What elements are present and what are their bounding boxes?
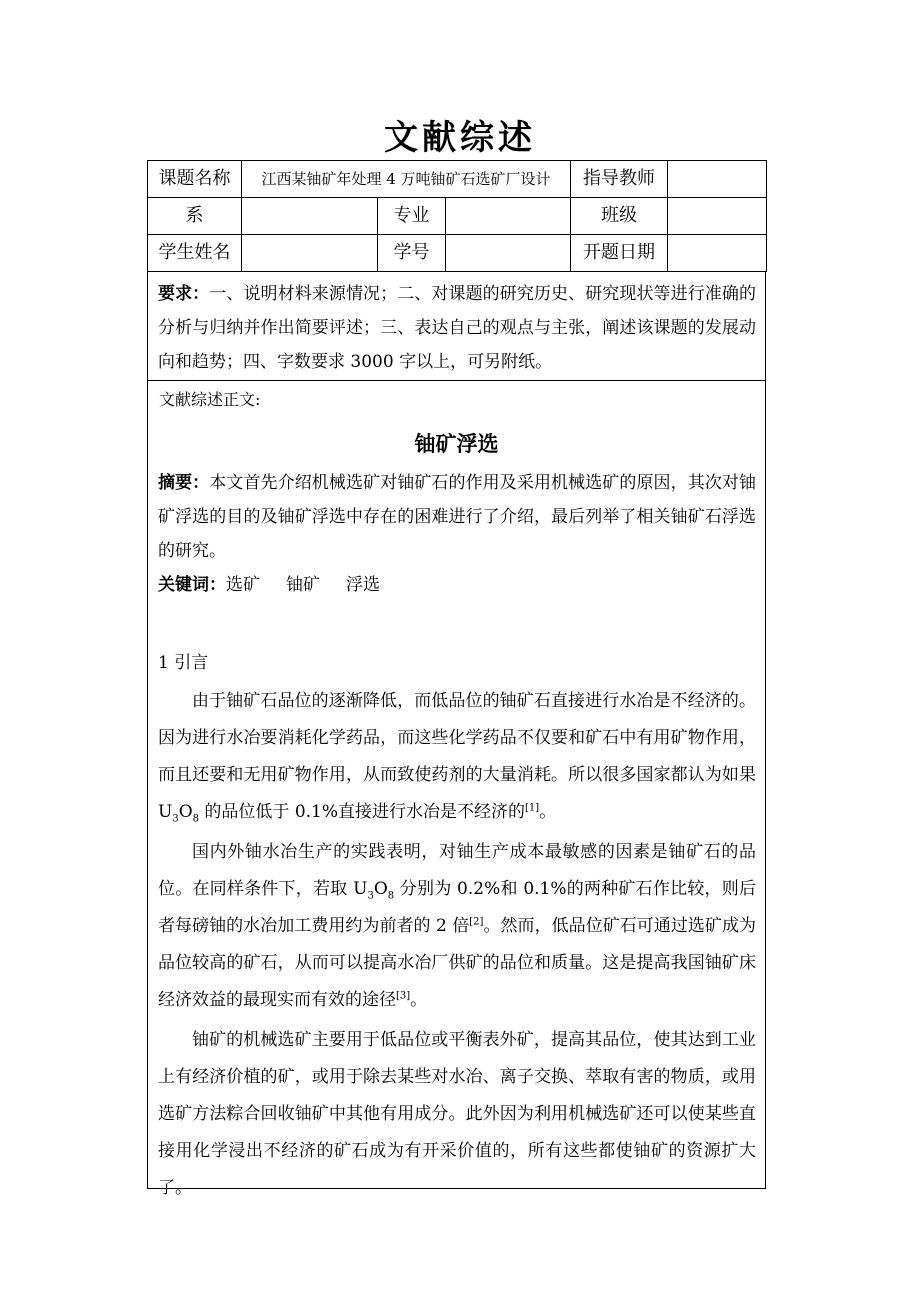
citation-ref: [1] [525, 802, 540, 814]
advisor-value[interactable] [668, 161, 767, 198]
requirements-section [147, 271, 766, 381]
topic-label: 课题名称 [148, 161, 242, 198]
student-label: 学生姓名 [148, 235, 242, 272]
paragraph-text: 国内外铀水冶生产的实践表明，对铀生产成本最敏感的因素是铀矿石的品位。在同样条件下，若取 U [158, 842, 756, 899]
keyword: 铀矿 [286, 575, 320, 595]
citation-ref: [2] [469, 916, 484, 928]
id-label: 学号 [378, 235, 446, 272]
paragraph [148, 834, 765, 1019]
abstract-label: 摘要： [158, 473, 210, 493]
paragraph-text: 。然而，低品位矿石可通过选矿成为品位较高的矿石，从而可以提高水冶厂供矿的品位和质量。这是提高我国铀矿床经济效益的最现实而有效的途径 [158, 916, 757, 1010]
paragraph-text: 。 [539, 802, 557, 822]
requirements-body: 一、说明材料来源情况；二、对课题的研究历史、研究现状等进行准确的分析与归纳并作出简要评述；三、表达自己的观点与主张，阐述该课题的发展动向和趋势；四、字数要求 3000 字以上，可另附纸。 [158, 284, 756, 372]
student-value[interactable] [242, 235, 378, 272]
advisor-label: 指导教师 [571, 161, 668, 198]
keyword: 选矿 [226, 575, 260, 595]
date-value[interactable] [668, 235, 767, 272]
abstract [148, 466, 765, 568]
subscript: 3 [172, 813, 179, 825]
paragraph-text: O [373, 879, 388, 899]
table-row [148, 198, 767, 235]
paragraph-text: 分别为 0.2%和 0.1%的两种矿石作比较，则后者每磅铀的水冶加工费用约为前者的 2 倍 [158, 879, 756, 936]
info-table [147, 160, 767, 272]
paragraph [148, 683, 765, 831]
keyword: 浮选 [346, 575, 380, 595]
paragraph-text: 的品位低于 0.1%直接进行水冶是不经济的 [199, 802, 526, 822]
subscript: 8 [387, 890, 395, 902]
document-title: 文献综述 [384, 118, 536, 158]
paragraph: 铀矿的机械选矿主要用于低品位或平衡表外矿，提高其品位，使其达到工业上有经济价植的矿，或用于除去某些对水冶、离子交换、萃取有害的物质，或用选矿方法粽合回收铀矿中其他有用成分。此外因为利用机械选矿还可以使某些直接用化学浸出不经济的矿石成为有开采价值的，所有这些都使铀矿的资源扩大了。 [158, 1030, 756, 1198]
review-body-section [147, 381, 766, 1198]
table-row [148, 161, 767, 198]
requirements-label: 要求： [158, 284, 210, 304]
citation-ref: [3] [396, 990, 411, 1002]
body-label: 文献综述正文: [159, 390, 261, 409]
subscript: 8 [192, 813, 200, 825]
date-label: 开题日期 [571, 235, 668, 272]
dept-value[interactable] [242, 198, 378, 235]
paragraph-text: 。 [410, 990, 428, 1010]
class-value[interactable] [668, 198, 767, 235]
class-label: 班级 [571, 198, 668, 235]
table-row [148, 235, 767, 272]
major-label: 专业 [378, 198, 446, 235]
paragraph-text: 由于铀矿石品位的逐渐降低，而低品位的铀矿石直接进行水冶是不经济的。因为进行水冶要消耗化学药品，而这些化学药品不仅要和矿石中有用矿物作用，而且还要和无用矿物作用，从而致使药剂的大量消耗。所以很多国家都认为如果 U [158, 691, 756, 822]
subscript: 3 [367, 890, 374, 902]
keywords [148, 568, 765, 602]
major-value[interactable] [446, 198, 571, 235]
keywords-label: 关键词： [158, 575, 226, 595]
topic-value: 江西某铀矿年处理 4 万吨铀矿石选矿厂设计 [242, 161, 571, 198]
paragraph-text: O [178, 802, 193, 822]
section-heading: 1 引言 [158, 653, 209, 673]
id-value[interactable] [446, 235, 571, 272]
dept-label: 系 [148, 198, 242, 235]
abstract-text: 本文首先介绍机械选矿对铀矿石的作用及采用机械选矿的原因，其次对铀矿浮选的目的及铀矿浮选中存在的困难进行了介绍，最后列举了相关铀矿石浮选的研究。 [158, 473, 756, 561]
paper-title: 铀矿浮选 [414, 432, 499, 456]
requirements-text [148, 271, 765, 379]
